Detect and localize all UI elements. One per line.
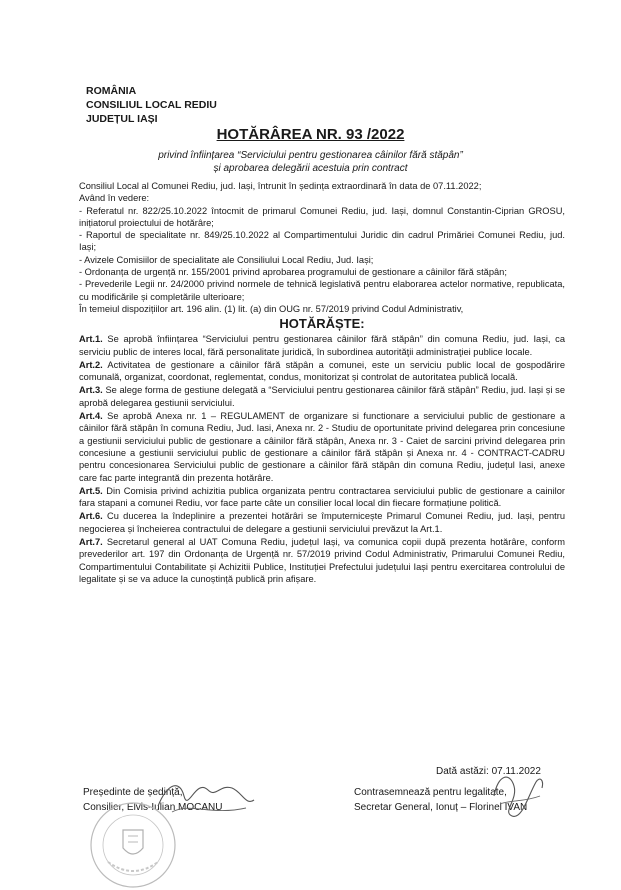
document-body — [79, 180, 565, 585]
issue-date: Dată astăzi: 07.11.2022 — [436, 766, 541, 777]
article-paragraph — [79, 510, 565, 535]
article-paragraph — [79, 333, 565, 358]
document-subtitle — [0, 149, 621, 175]
secretary-handwritten-signature-icon — [488, 766, 548, 824]
intro-paragraph: - Avizele Comisiilor de specialitate ale Consiliului Local Rediu, Jud. Iași; — [79, 254, 374, 265]
article-label: Art.2. — [79, 359, 103, 370]
article-paragraph — [79, 359, 565, 384]
article-text: Se alege forma de gestiune delegată a “Serviciului pentru gestionarea câinilor fără stăpân” Rediu, jud. Iași și se aprobă delegarea gestiunii serviciului. — [79, 385, 565, 408]
intro-paragraph: - Ordonanța de urgență nr. 155/2001 privind aprobarea programului de gestionare a câinilor fără stăpân; — [79, 267, 507, 278]
subtitle-line-2: și aprobarea delegării acestuia prin contract — [213, 163, 408, 174]
article-paragraph — [79, 384, 565, 409]
subtitle-line-1: privind înființarea “Serviciului pentru gestionarea câinilor fără stăpân” — [158, 150, 463, 161]
article-label: Art.6. — [79, 511, 103, 522]
article-text: Cu ducerea la îndeplinire a prezentei hotărâri se împuternicește Primarul Comunei Rediu, jud. Iași, pentru negocierea și încheierea contractului de delegare a gestiunii serviciului prevăzut la Art.1. — [79, 511, 565, 534]
intro-paragraph: - Referatul nr. 822/25.10.2022 întocmit de primarul Comunei Rediu, jud. Iași, domnul Constantin-Ciprian GROSU, inițiatorul proiectului de hotărâre; — [79, 205, 565, 228]
article-text: Se aprobă Anexa nr. 1 – REGULAMENT de organizare si functionare a serviciului public de gestionare a câinilor fără stăpân în comuna Rediu, Jud. Iasi, Anexa nr. 2 - Studiu de oportunitate privind delegarea prin concesiune a gestiunii serviciului public de gestionare a câinilor fără stăpân, Anexa nr. 3 - Caiet de sarcini privind delegarea prin concesiune a gestiunii serviciului public de gestionare a câinilor fără stăpân și Anexa nr. 4 - CONTRACT-CADRU pentru concesionarea Serviciului public de gestionare a câinilor fără stăpân din comuna Rediu, județul Iasi, anexe care fac parte integrantă din prezenta hotărâre. — [79, 411, 565, 483]
country-name: ROMÂNIA — [86, 85, 137, 97]
intro-paragraph: - Prevederile Legii nr. 24/2000 privind normele de tehnică legislativă pentru elaborarea actelor normative, republicata, cu modificările și completările ulterioare; — [79, 279, 565, 302]
intro-paragraph: Consiliul Local al Comunei Rediu, jud. Iași, întrunit în ședința extraordinară în data de 07.11.2022; — [79, 181, 482, 191]
issuer-header — [86, 84, 217, 126]
article-label: Art.7. — [79, 537, 103, 548]
article-text: Secretarul general al UAT Comuna Rediu, județul Iași, va comunica copii după prezenta hotărâre, conform prevederilor art. 197 din Ordonanța de Urgență nr. 57/2019 privind Codul Administrativ, Primarului Comunei Rediu, Compartimentului Contabilitate și Achizitii Publice, Instituției Prefectului județului Iași pentru exercitarea controlului de legalitate și se va aduce la cunoștință publică prin afișare. — [79, 537, 565, 584]
article-text: Se aprobă înființarea “Serviciului pentru gestionarea câinilor fără stăpân” din comuna Rediu, jud. Iași, ca serviciu public de interes local, fără personalitate juridică, în subordinea autorităţii administraţiei publice locale. — [79, 334, 565, 357]
article-text: Din Comisia privind achizitia publica organizata pentru contractarea serviciului public de gestionare a cainilor fara stapani a comunei Rediu, vor face parte câte un consilier local local din fiecare formațiune politică. — [79, 485, 565, 509]
chair-role: Președinte de ședință, — [83, 787, 183, 798]
intro-paragraph: - Raportul de specialitate nr. 849/25.10.2022 al Compartimentului Juridic din cadrul Primăriei Comunei Rediu, jud. Iași; — [79, 230, 565, 253]
decision-heading: HOTĂRĂȘTE: — [279, 316, 365, 332]
intro-paragraph: Având în vedere: — [79, 193, 150, 204]
chair-handwritten-signature-icon — [150, 772, 260, 822]
article-label: Art.5. — [79, 485, 103, 496]
secretary-name: Secretar General, Ionuț – Florinel IVAN — [354, 802, 528, 813]
article-paragraph — [79, 485, 565, 510]
intro-paragraph: În temeiul dispozițiilor art. 196 alin. (1) lit. (a) din OUG nr. 57/2019 privind Codul Administrativ, — [79, 303, 464, 314]
document-title: HOTĂRÂREA NR. 93 /2022 — [216, 126, 405, 143]
article-label: Art.4. — [79, 411, 103, 422]
county-name: JUDEȚUL IAȘI — [86, 113, 158, 125]
article-paragraph — [79, 410, 565, 484]
article-text: Activitatea de gestionare a câinilor fără stăpân a comunei, este un serviciu public local de gospodărire comunală, organizat, coordonat, reglementat, condus, monitorizat și controlat de autoritatea publică locală. — [79, 359, 565, 383]
council-name: CONSILIUL LOCAL REDIU — [86, 99, 217, 111]
article-paragraph — [79, 536, 565, 585]
article-label: Art.3. — [79, 385, 103, 396]
article-label: Art.1. — [79, 334, 103, 345]
chair-name: Consilier, Elvis-Iulian MOCANU — [83, 802, 223, 813]
secretary-role: Contrasemnează pentru legalitate, — [354, 787, 507, 798]
